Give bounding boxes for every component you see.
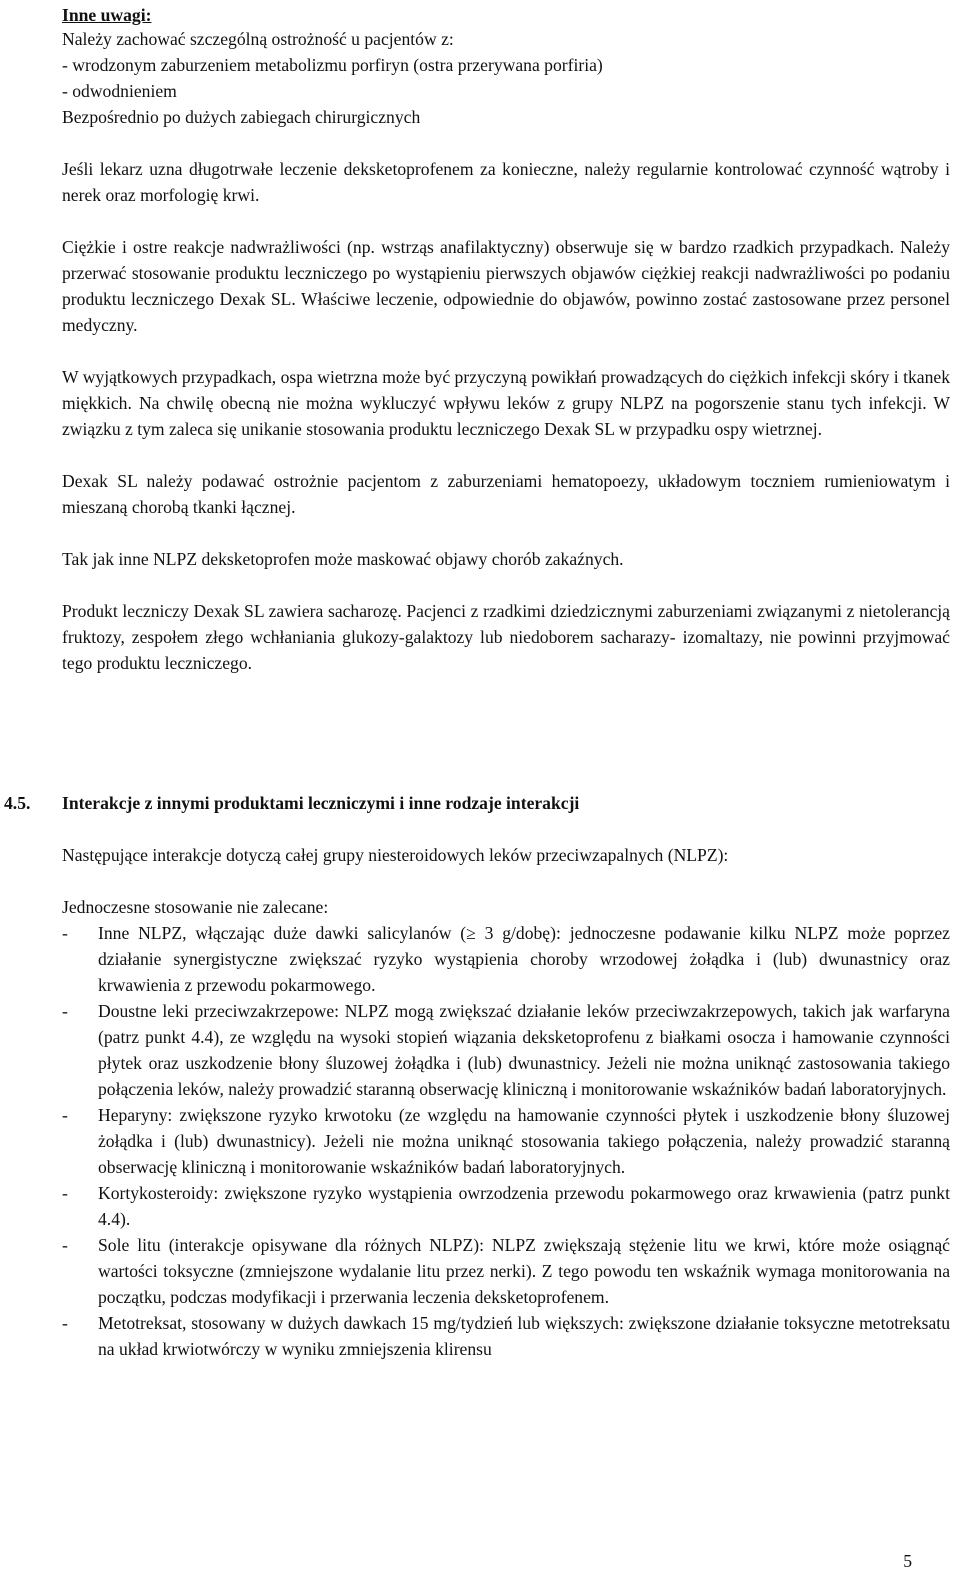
list-item-text: Sole litu (interakcje opisywane dla różnych NLPZ): NLPZ zwiększają stężenie litu we krwi, które może osiągnąć wartości toksyczne (zmniejszone wydalanie litu przez nerki). Z tego powodu ten wskaźnik wymaga monitorowania na początku, podczas modyfikacji i przerwania leczenia deksketoprofenem.	[98, 1235, 950, 1307]
section-intro: Następujące interakcje dotyczą całej grupy niesteroidowych leków przeciwzapalnych (NLPZ):	[62, 845, 729, 865]
list-item	[62, 1232, 950, 1310]
list-dash: -	[62, 1001, 68, 1021]
list-item	[62, 998, 950, 1102]
subheading: Jednoczesne stosowanie nie zalecane:	[62, 897, 329, 917]
paragraph: Jeśli lekarz uzna długotrwałe leczenie deksketoprofenem za konieczne, należy regularnie kontrolować czynność wątroby i nerek oraz morfologię krwi.	[62, 159, 950, 205]
intro-line: - odwodnieniem	[62, 81, 177, 101]
section-title: Interakcje z innymi produktami leczniczymi i inne rodzaje interakcji	[62, 793, 580, 813]
list-dash: -	[62, 1183, 68, 1203]
list-item	[62, 1180, 950, 1232]
paragraph: Produkt leczniczy Dexak SL zawiera sacharozę. Pacjenci z rzadkimi dziedzicznymi zaburzeniami związanymi z nietolerancją fruktozy, zespołem złego wchłaniania glukozy-galaktozy lub niedoborem sacharazy- izomaltazy, nie powinni przyjmować tego produktu leczniczego.	[62, 601, 950, 673]
list-dash: -	[62, 1313, 68, 1333]
list-item	[62, 1310, 950, 1362]
list-dash: -	[62, 1105, 68, 1125]
list-item-text: Doustne leki przeciwzakrzepowe: NLPZ mogą zwiększać działanie leków przeciwzakrzepowych, takich jak warfaryna (patrz punkt 4.4), ze względu na wysoki stopień wiązania deksketoprofenu z białkami osocza i hamowanie czynności płytek oraz uszkodzenie błony śluzowej żołądka i (lub) dwunastnicy. Jeżeli nie można uniknąć zastosowania takiego połączenia leków, należy prowadzić staranną obserwację kliniczną i monitorowanie wskaźników badań laboratoryjnych.	[98, 1001, 950, 1099]
section-number: 4.5.	[4, 793, 31, 813]
page-number: 5	[903, 1551, 912, 1571]
list-dash: -	[62, 1235, 68, 1255]
list-dash: -	[62, 923, 68, 943]
paragraph: Tak jak inne NLPZ deksketoprofen może maskować objawy chorób zakaźnych.	[62, 549, 624, 569]
list-item-text: Heparyny: zwiększone ryzyko krwotoku (ze względu na hamowanie czynności płytek i uszkodzenie błony śluzowej żołądka i (lub) dwunastnicy). Jeżeli nie można uniknąć stosowania takiego połączenia, należy prowadzić staranną obserwację kliniczną i monitorowanie wskaźników badań laboratoryjnych.	[98, 1105, 950, 1177]
list-item-text: Kortykosteroidy: zwiększone ryzyko wystąpienia owrzodzenia przewodu pokarmowego oraz krwawienia (patrz punkt 4.4).	[98, 1183, 950, 1229]
paragraph: W wyjątkowych przypadkach, ospa wietrzna może być przyczyną powikłań prowadzących do ciężkich infekcji skóry i tkanek miękkich. Na chwilę obecną nie można wykluczyć wpływu leków z grupy NLPZ na pogorszenie stanu tych infekcji. W związku z tym zaleca się unikanie stosowania produktu leczniczego Dexak SL w przypadku ospy wietrznej.	[62, 367, 950, 439]
list-item	[62, 920, 950, 998]
list-item-text: Inne NLPZ, włączając duże dawki salicylanów (≥ 3 g/dobę): jednoczesne podawanie kilku NLPZ może poprzez działanie synergistyczne zwiększać ryzyko wystąpienia choroby wrzodowej żołądka i (lub) dwunastnicy oraz krwawienia z przewodu pokarmowego.	[98, 923, 950, 995]
document-page	[4, 0, 950, 1359]
list-item-text: Metotreksat, stosowany w dużych dawkach 15 mg/tydzień lub większych: zwiększone działanie toksyczne metotreksatu na układ krwiotwórczy w wyniku zmniejszenia klirensu	[98, 1313, 950, 1359]
section-4-5	[4, 790, 950, 1362]
intro-line: Bezpośrednio po dużych zabiegach chirurgicznych	[62, 107, 421, 127]
list-item	[62, 1102, 950, 1180]
paragraph: Ciężkie i ostre reakcje nadwrażliwości (np. wstrząs anafilaktyczny) obserwuje się w bardzo rzadkich przypadkach. Należy przerwać stosowanie produktu leczniczego po wystąpieniu pierwszych objawów ciężkiej reakcji nadwrażliwości po podaniu produktu leczniczego Dexak SL. Właściwe leczenie, odpowiednie do objawów, powinno zostać zastosowane przez personel medyczny.	[62, 237, 950, 335]
paragraph: Dexak SL należy podawać ostrożnie pacjentom z zaburzeniami hematopoezy, układowym toczniem rumieniowatym i mieszaną chorobą tkanki łącznej.	[62, 471, 950, 517]
intro-line: - wrodzonym zaburzeniem metabolizmu porfiryn (ostra przerywana porfiria)	[62, 55, 603, 75]
intro-line: Należy zachować szczególną ostrożność u pacjentów z:	[62, 29, 454, 49]
section-heading: Inne uwagi:	[62, 5, 152, 25]
